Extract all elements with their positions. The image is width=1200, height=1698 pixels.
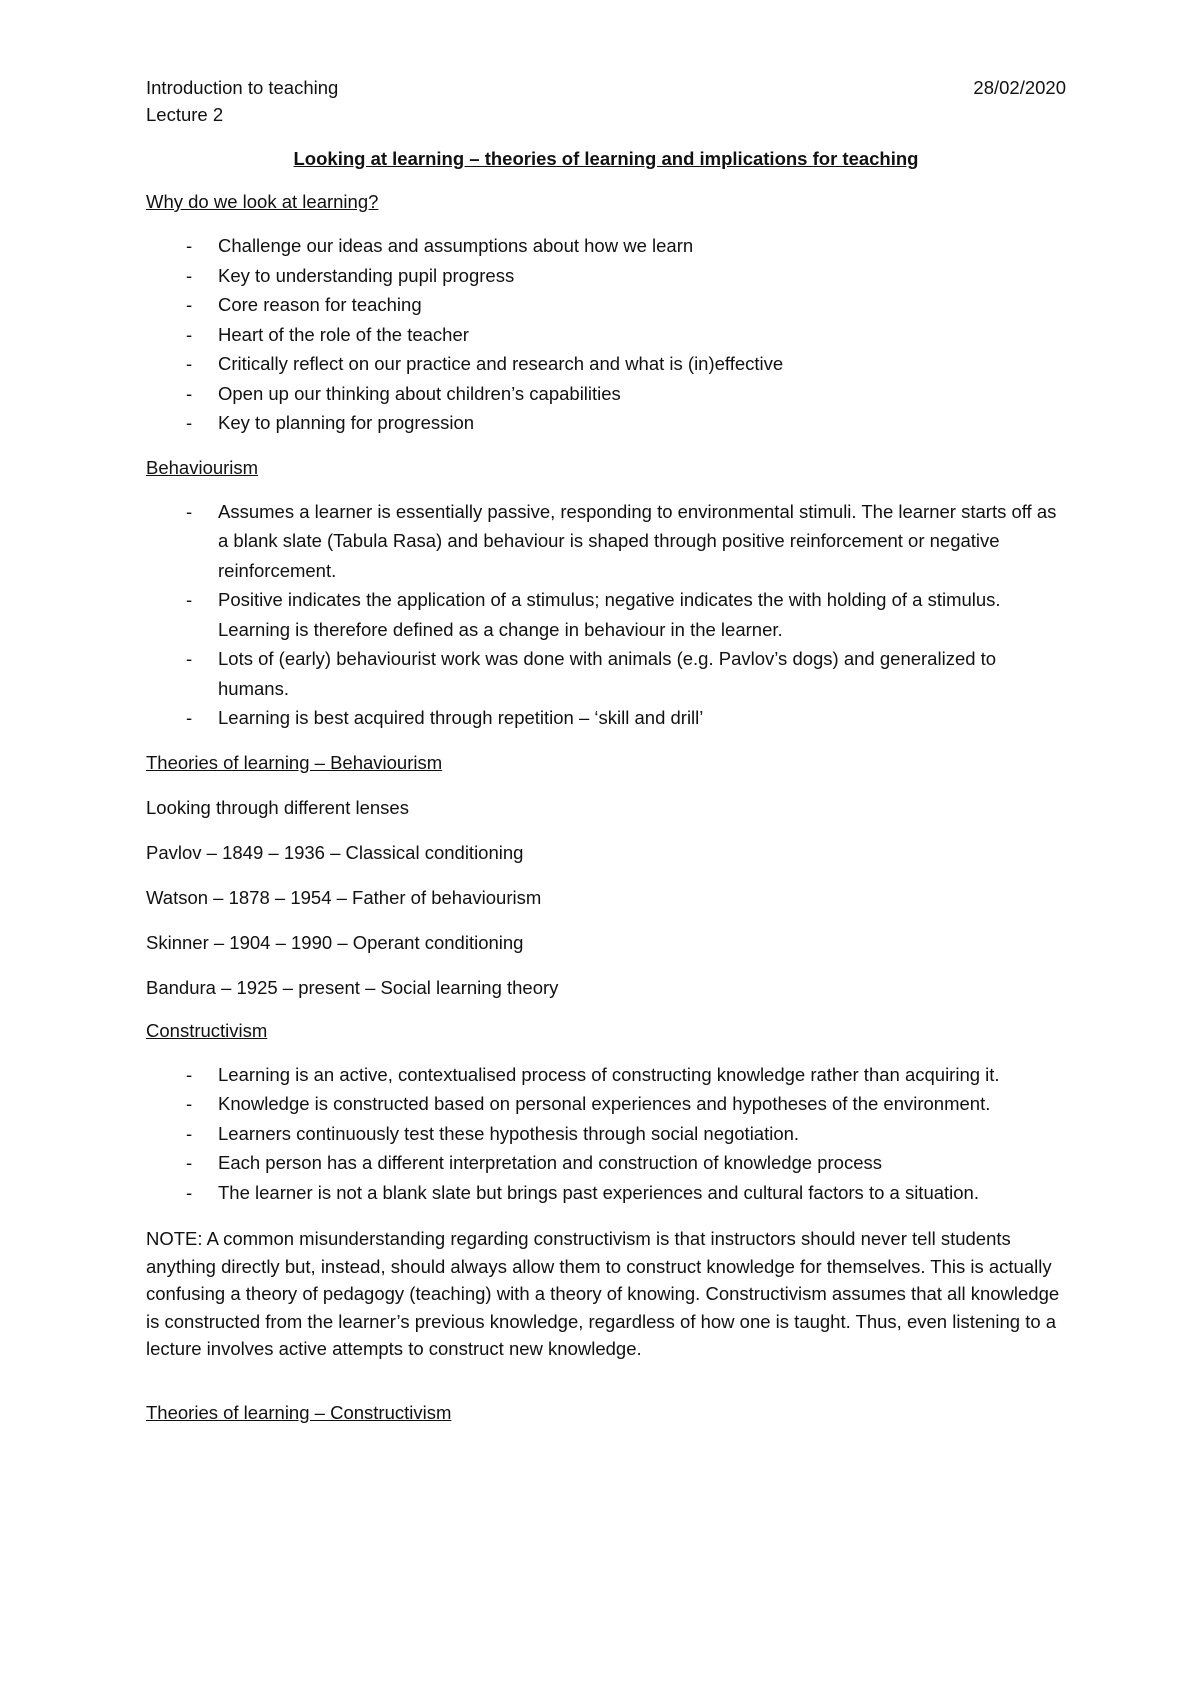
list-item: - Learning is an active, contextualised process of constructing knowledge rather than acquiring it. — [146, 1060, 1066, 1090]
list-item: - Challenge our ideas and assumptions about how we learn — [146, 231, 1066, 261]
constructivism-list — [146, 1060, 1066, 1208]
theorist-line: Bandura – 1925 – present – Social learning theory — [146, 976, 559, 998]
why-list — [146, 231, 1066, 438]
list-item: - Lots of (early) behaviourist work was done with animals (e.g. Pavlov’s dogs) and generalized to humans. — [146, 644, 1066, 703]
document-header — [146, 74, 1066, 101]
course-name: Introduction to teaching — [146, 77, 339, 98]
section-heading-constructivism: Constructivism — [146, 1019, 268, 1041]
section-heading-theories-behaviourism: Theories of learning – Behaviourism — [146, 751, 443, 773]
section-heading-behaviourism: Behaviourism — [146, 456, 259, 478]
list-item: - Each person has a different interpretation and construction of knowledge process — [146, 1148, 1066, 1178]
list-item: - Critically reflect on our practice and research and what is (in)effective — [146, 349, 1066, 379]
behaviourism-list — [146, 497, 1066, 733]
list-item: - Key to understanding pupil progress — [146, 261, 1066, 291]
list-item: - Open up our thinking about children’s capabilities — [146, 379, 1066, 409]
theorist-line: Skinner – 1904 – 1990 – Operant conditioning — [146, 931, 524, 953]
list-item: - Key to planning for progression — [146, 408, 1066, 438]
document-title: Looking at learning – theories of learning and implications for teaching — [293, 148, 919, 169]
lecture-number: Lecture 2 — [146, 104, 224, 125]
list-item: - Learning is best acquired through repetition – ‘skill and drill’ — [146, 703, 1066, 733]
document-page — [146, 74, 1066, 1426]
constructivism-note: NOTE: A common misunderstanding regarding constructivism is that instructors should never tell students anything directly but, instead, should always allow them to construct knowledge for themselves. This is actually confusing a theory of pedagogy (teaching) with a theory of knowing. Constructivism assumes that all knowledge is constructed from the learner’s previous knowledge, regardless of how one is taught. Thus, even listening to a lecture involves active attempts to construct new knowledge. — [146, 1228, 1060, 1359]
list-item: - Learners continuously test these hypothesis through social negotiation. — [146, 1119, 1066, 1149]
theorist-line: Pavlov – 1849 – 1936 – Classical conditioning — [146, 841, 524, 863]
list-item: - Positive indicates the application of a stimulus; negative indicates the with holding of a stimulus. Learning is therefore defined as a change in behaviour in the learner. — [146, 585, 1066, 644]
lecture-date: 28/02/2020 — [973, 77, 1066, 98]
section-heading-why: Why do we look at learning? — [146, 191, 379, 212]
list-item: - The learner is not a blank slate but brings past experiences and cultural factors to a situation. — [146, 1178, 1066, 1208]
list-item: - Assumes a learner is essentially passive, responding to environmental stimuli. The learner starts off as a blank slate (Tabula Rasa) and behaviour is shaped through positive reinforcement or negative reinforcement. — [146, 497, 1066, 586]
section-heading-theories-constructivism: Theories of learning – Constructivism — [146, 1401, 452, 1423]
list-item: - Heart of the role of the teacher — [146, 320, 1066, 350]
list-item: - Core reason for teaching — [146, 290, 1066, 320]
theorist-line: Watson – 1878 – 1954 – Father of behaviourism — [146, 886, 542, 908]
list-item: - Knowledge is constructed based on personal experiences and hypotheses of the environment. — [146, 1089, 1066, 1119]
lenses-text: Looking through different lenses — [146, 796, 409, 818]
